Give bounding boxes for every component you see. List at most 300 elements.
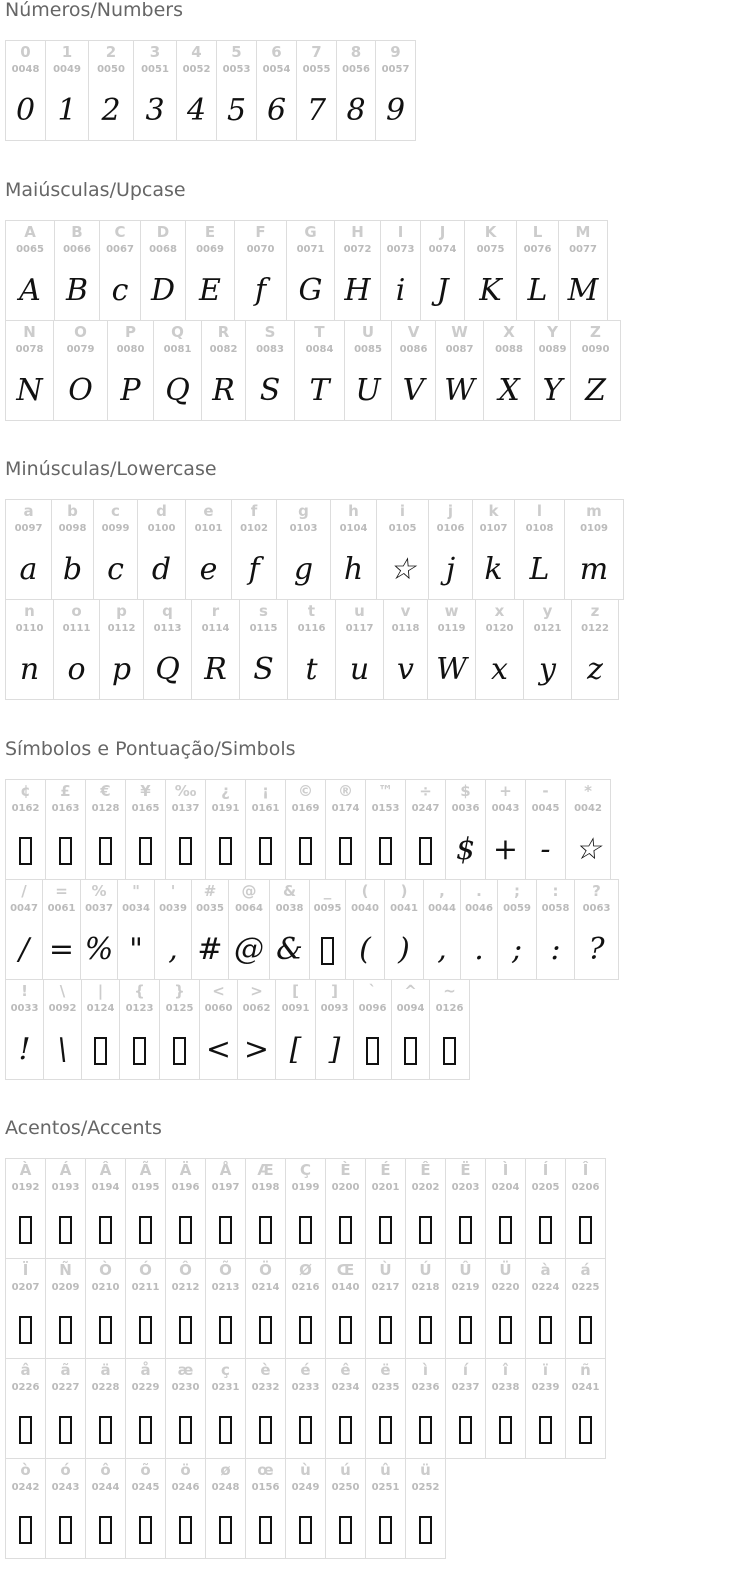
missing-glyph-icon	[339, 1416, 352, 1444]
missing-glyph-icon	[379, 1416, 392, 1444]
character-cell	[107, 320, 154, 421]
character-label: g	[298, 502, 309, 520]
glyph-sample: "	[129, 932, 143, 967]
missing-glyph-box	[566, 1311, 605, 1347]
character-code: 0056	[342, 64, 370, 75]
character-code: 0246	[171, 1482, 200, 1493]
missing-glyph-icon	[299, 1216, 312, 1244]
missing-glyph-box	[366, 1311, 405, 1347]
character-label: &	[282, 882, 297, 900]
glyph-sample: g	[293, 552, 314, 587]
character-cell	[565, 1358, 606, 1459]
missing-glyph-icon	[139, 1216, 152, 1244]
character-cell	[391, 979, 430, 1080]
character-label: f	[250, 502, 258, 520]
character-cell	[514, 499, 565, 600]
character-cell	[296, 40, 337, 141]
glyph-sample: S	[253, 652, 274, 687]
character-code: 0036	[451, 803, 480, 814]
character-cell	[483, 320, 535, 421]
character-code: 0110	[15, 623, 44, 634]
missing-glyph-box	[166, 1311, 205, 1347]
missing-glyph-icon	[139, 1416, 152, 1444]
character-code: 0140	[331, 1282, 360, 1293]
glyph-sample: x	[491, 652, 508, 687]
character-cell	[285, 779, 326, 880]
character-label: `	[368, 982, 377, 1000]
character-label: Ú	[419, 1261, 432, 1279]
missing-glyph-icon	[179, 1316, 192, 1344]
missing-glyph-box	[566, 1411, 605, 1447]
character-cell	[133, 40, 177, 141]
glyph-sample: ,	[437, 932, 447, 967]
missing-glyph-box	[354, 1032, 391, 1068]
character-label: ü	[420, 1461, 431, 1479]
character-label: p	[116, 602, 127, 620]
glyph-sample: 1	[57, 93, 77, 128]
character-label: 4	[191, 43, 202, 61]
character-label: í	[462, 1361, 469, 1379]
character-cell	[405, 1158, 446, 1259]
character-code: 0059	[503, 903, 531, 914]
glyph-sample: >	[243, 1032, 270, 1067]
character-code: 0044	[428, 903, 456, 914]
character-cell	[365, 1158, 406, 1259]
character-label: =	[55, 882, 68, 900]
character-label: X	[503, 323, 515, 341]
missing-glyph-icon	[59, 1216, 72, 1244]
missing-glyph-box	[486, 1411, 525, 1447]
character-label: x	[494, 602, 505, 620]
character-cell	[525, 1258, 566, 1359]
character-label: S	[264, 323, 276, 341]
missing-glyph-icon	[99, 1216, 112, 1244]
character-cell	[269, 879, 310, 980]
character-cell	[435, 320, 484, 421]
character-cell	[245, 320, 295, 421]
character-label: ò	[20, 1461, 31, 1479]
character-label: v	[400, 602, 411, 620]
missing-glyph-icon	[404, 1037, 417, 1065]
missing-glyph-icon	[19, 1316, 32, 1344]
character-label: ?	[592, 882, 601, 900]
character-label: ë	[380, 1361, 391, 1379]
character-cell	[574, 879, 619, 980]
glyph-sample: c	[111, 273, 129, 308]
character-code: 0063	[582, 903, 611, 914]
character-cell	[365, 779, 406, 880]
missing-glyph-box	[82, 1032, 119, 1068]
character-cell	[325, 1158, 366, 1259]
character-cell	[234, 220, 287, 321]
glyph-sample: 9	[385, 93, 406, 128]
character-cell	[391, 320, 436, 421]
character-label: ®	[338, 782, 353, 800]
glyph-sample: ;	[511, 932, 523, 967]
character-code: 0218	[411, 1282, 440, 1293]
character-cell	[523, 599, 572, 700]
glyph-sample: ☆	[574, 832, 602, 867]
glyph-sample: u	[349, 652, 370, 687]
character-code: 0107	[479, 523, 508, 534]
character-code: 0068	[149, 244, 177, 255]
character-code: 0096	[358, 1003, 387, 1014]
character-code: 0058	[541, 903, 570, 914]
character-code: 0197	[211, 1182, 240, 1193]
character-cell	[185, 499, 232, 600]
missing-glyph-icon	[219, 837, 232, 865]
character-label: Í	[542, 1161, 549, 1179]
character-code: 0227	[51, 1382, 80, 1393]
character-label: u	[354, 602, 365, 620]
glyph-sample: 6	[266, 93, 287, 128]
character-label: Ï	[22, 1261, 29, 1279]
character-cell	[205, 1258, 246, 1359]
missing-glyph-icon	[259, 1316, 272, 1344]
character-cell	[420, 220, 465, 321]
glyph-sample: W	[444, 373, 475, 408]
missing-glyph-box	[6, 1311, 45, 1347]
glyph-sample: z	[587, 652, 603, 687]
character-label: a	[23, 502, 34, 520]
character-code: 0239	[531, 1382, 560, 1393]
missing-glyph-box	[326, 1511, 365, 1547]
glyph-sample: K	[479, 273, 502, 308]
glyph-sample: e	[199, 552, 218, 587]
character-cell	[165, 1458, 206, 1559]
character-cell	[165, 1358, 206, 1459]
character-cell	[485, 1158, 526, 1259]
character-code: 0118	[391, 623, 420, 634]
character-code: 0228	[91, 1382, 120, 1393]
missing-glyph-box	[486, 1311, 525, 1347]
character-code: 0199	[291, 1182, 320, 1193]
character-code: 0203	[451, 1182, 480, 1193]
character-label: Ö	[259, 1261, 272, 1279]
character-label: ö	[180, 1461, 191, 1479]
missing-glyph-box	[206, 1511, 245, 1547]
character-code: 0067	[106, 244, 134, 255]
glyph-sample: d	[151, 552, 172, 587]
missing-glyph-icon	[379, 837, 392, 865]
character-code: 0112	[107, 623, 136, 634]
character-label: ‰	[174, 782, 197, 800]
missing-glyph-box	[206, 832, 245, 868]
character-label: F	[255, 223, 266, 241]
character-cell	[154, 879, 192, 980]
character-code: 0210	[91, 1282, 120, 1293]
glyph-sample: +	[492, 832, 519, 867]
character-code: 0106	[436, 523, 465, 534]
missing-glyph-icon	[419, 1316, 432, 1344]
character-cell	[380, 220, 421, 321]
missing-glyph-icon	[539, 1416, 552, 1444]
character-label: ¡	[262, 782, 269, 800]
character-cell	[464, 220, 517, 321]
character-label: Q	[171, 323, 184, 341]
character-label: <	[212, 982, 225, 1000]
missing-glyph-icon	[379, 1316, 392, 1344]
section-title: Símbolos e Pontuação/Simbols	[5, 738, 296, 760]
character-cell	[5, 599, 54, 700]
character-label: ù	[300, 1461, 311, 1479]
character-code: 0051	[141, 64, 169, 75]
character-cell	[165, 1258, 206, 1359]
character-cell	[536, 879, 575, 980]
glyph-sample: E	[199, 273, 221, 308]
section-title: Acentos/Accents	[5, 1117, 162, 1139]
missing-glyph-icon	[379, 1216, 392, 1244]
character-code: 0195	[131, 1182, 160, 1193]
character-cell	[516, 220, 559, 321]
character-label: 5	[231, 43, 242, 61]
character-code: 0082	[209, 344, 238, 355]
character-cell	[565, 1158, 606, 1259]
character-cell	[85, 779, 126, 880]
character-label: Ê	[420, 1161, 431, 1179]
missing-glyph-box	[366, 1511, 405, 1547]
missing-glyph-icon	[219, 1216, 232, 1244]
character-cell	[205, 1358, 246, 1459]
character-code: 0098	[58, 523, 87, 534]
glyph-sample: V	[402, 373, 425, 408]
character-code: 0113	[153, 623, 182, 634]
missing-glyph-box	[326, 1211, 365, 1247]
character-label: D	[156, 223, 170, 241]
character-code: 0137	[171, 803, 200, 814]
character-cell	[285, 1358, 326, 1459]
character-code: 0086	[399, 344, 428, 355]
missing-glyph-icon	[179, 1216, 192, 1244]
character-label: {	[134, 982, 145, 1000]
character-cell	[51, 499, 94, 600]
character-code: 0224	[531, 1282, 560, 1293]
character-code: 0252	[411, 1482, 440, 1493]
character-code: 0162	[11, 803, 40, 814]
glyph-sample: A	[19, 273, 41, 308]
character-code: 0105	[388, 523, 417, 534]
character-code: 0217	[371, 1282, 400, 1293]
character-label: m	[586, 502, 602, 520]
missing-glyph-box	[86, 1511, 125, 1547]
character-cell	[376, 499, 429, 600]
character-code: 0248	[211, 1482, 240, 1493]
character-code: 0191	[211, 803, 240, 814]
character-label: @	[241, 882, 257, 900]
character-code: 0117	[345, 623, 374, 634]
character-cell	[564, 499, 624, 600]
character-cell	[445, 1258, 486, 1359]
character-cell	[571, 599, 619, 700]
character-code: 0115	[249, 623, 278, 634]
missing-glyph-box	[406, 1511, 445, 1547]
character-label: à	[540, 1261, 551, 1279]
missing-glyph-icon	[419, 1516, 432, 1544]
character-code: 0220	[491, 1282, 520, 1293]
missing-glyph-box	[446, 1211, 485, 1247]
character-code: 0042	[574, 803, 602, 814]
character-cell	[334, 220, 381, 321]
character-label: Â	[99, 1161, 112, 1179]
character-label: é	[300, 1361, 311, 1379]
character-cell	[405, 1458, 446, 1559]
character-label: À	[19, 1161, 32, 1179]
missing-glyph-icon	[499, 1416, 512, 1444]
character-cell	[216, 40, 257, 141]
missing-glyph-box	[86, 832, 125, 868]
character-cell	[565, 1258, 606, 1359]
character-cell	[125, 779, 166, 880]
character-label: d	[156, 502, 167, 520]
character-label: Ë	[460, 1161, 471, 1179]
character-cell	[153, 320, 202, 421]
character-cell	[285, 1258, 326, 1359]
missing-glyph-icon	[139, 837, 152, 865]
missing-glyph-box	[246, 1411, 285, 1447]
character-code: 0050	[97, 64, 125, 75]
glyph-sample: ?	[588, 932, 605, 967]
glyph-sample: G	[298, 273, 323, 308]
section-title: Números/Numbers	[5, 0, 183, 21]
missing-glyph-icon	[59, 1316, 72, 1344]
glyph-sample: 4	[186, 93, 207, 128]
character-cell	[140, 220, 186, 321]
glyph-sample: O	[68, 373, 93, 408]
character-label: ä	[100, 1361, 111, 1379]
character-code: 0229	[131, 1382, 160, 1393]
glyph-sample: L	[529, 552, 550, 587]
character-code: 0156	[251, 1482, 280, 1493]
character-code: 0251	[371, 1482, 400, 1493]
missing-glyph-icon	[299, 1516, 312, 1544]
character-code: 0216	[291, 1282, 320, 1293]
character-label: .	[476, 882, 482, 900]
character-label: Ä	[179, 1161, 192, 1179]
character-label: A	[24, 223, 36, 241]
character-code: 0040	[351, 903, 379, 914]
missing-glyph-box	[120, 1032, 159, 1068]
character-label: K	[484, 223, 497, 241]
character-code: 0089	[538, 344, 567, 355]
character-code: 0207	[11, 1282, 40, 1293]
character-label: €	[100, 782, 111, 800]
missing-glyph-box	[446, 1411, 485, 1447]
character-label: c	[111, 502, 120, 520]
character-label: e	[203, 502, 214, 520]
missing-glyph-icon	[139, 1516, 152, 1544]
character-cell	[445, 779, 486, 880]
character-code: 0078	[15, 344, 44, 355]
character-cell	[54, 220, 100, 321]
character-cell	[85, 1458, 126, 1559]
character-code: 0114	[201, 623, 230, 634]
character-cell	[245, 1258, 286, 1359]
missing-glyph-icon	[179, 837, 192, 865]
character-cell	[565, 779, 611, 880]
character-label: Ç	[299, 1161, 311, 1179]
character-cell	[5, 779, 46, 880]
character-code: 0104	[339, 523, 368, 534]
missing-glyph-box	[366, 1211, 405, 1247]
character-code: 0071	[296, 244, 325, 255]
missing-glyph-icon	[579, 1416, 592, 1444]
character-label: Õ	[219, 1261, 232, 1279]
character-code: 0196	[171, 1182, 200, 1193]
character-label: :	[552, 882, 559, 900]
character-code: 0060	[204, 1003, 233, 1014]
character-code: 0242	[11, 1482, 40, 1493]
glyph-sample: B	[65, 273, 89, 308]
character-label: Ñ	[59, 1261, 72, 1279]
character-code: 0052	[182, 64, 211, 75]
character-code: 0214	[251, 1282, 280, 1293]
character-label: ¥	[140, 782, 151, 800]
character-cell	[85, 1258, 126, 1359]
missing-glyph-icon	[259, 1516, 272, 1544]
character-code: 0123	[125, 1003, 154, 1014]
character-cell	[45, 1358, 86, 1459]
missing-glyph-icon	[59, 1416, 72, 1444]
character-cell	[228, 879, 270, 980]
glyph-sample: b	[62, 552, 83, 587]
character-cell	[276, 499, 331, 600]
character-cell	[5, 1158, 46, 1259]
missing-glyph-icon	[459, 1216, 472, 1244]
character-cell	[53, 320, 108, 421]
glyph-sample: j	[445, 552, 456, 587]
character-label: ñ	[580, 1361, 591, 1379]
character-code: 0126	[435, 1003, 464, 1014]
character-label: Œ	[336, 1261, 355, 1279]
character-cell	[286, 220, 335, 321]
missing-glyph-box	[326, 832, 365, 868]
character-cell	[45, 1258, 86, 1359]
glyph-sample: S	[259, 373, 281, 408]
character-code: 0235	[371, 1382, 400, 1393]
character-label: [	[292, 982, 299, 1000]
missing-glyph-icon	[419, 1216, 432, 1244]
character-code: 0233	[291, 1382, 320, 1393]
character-label: j	[447, 502, 454, 520]
character-code: 0039	[159, 903, 187, 914]
glyph-sample: Z	[585, 373, 606, 408]
character-label: T	[314, 323, 325, 341]
glyph-sample: 0	[15, 93, 36, 128]
missing-glyph-box	[446, 1311, 485, 1347]
missing-glyph-box	[286, 1211, 325, 1247]
character-cell	[245, 779, 286, 880]
glyph-sample: Q	[165, 373, 190, 408]
missing-glyph-box	[246, 1511, 285, 1547]
character-code: 0077	[569, 244, 597, 255]
glyph-sample: P	[120, 373, 141, 408]
character-cell	[231, 499, 277, 600]
character-label: Î	[582, 1161, 589, 1179]
character-code: 0194	[91, 1182, 120, 1193]
character-code: 0053	[222, 64, 251, 75]
character-label: ï	[542, 1361, 549, 1379]
character-label: ©	[298, 782, 313, 800]
character-label: 0	[20, 43, 31, 61]
character-code: 0202	[411, 1182, 440, 1193]
character-cell	[45, 1158, 86, 1259]
character-label: \	[59, 982, 66, 1000]
character-code: 0119	[437, 623, 466, 634]
missing-glyph-box	[46, 1511, 85, 1547]
character-label: n	[24, 602, 35, 620]
glyph-sample: ]	[328, 1032, 341, 1067]
character-cell	[45, 40, 89, 141]
